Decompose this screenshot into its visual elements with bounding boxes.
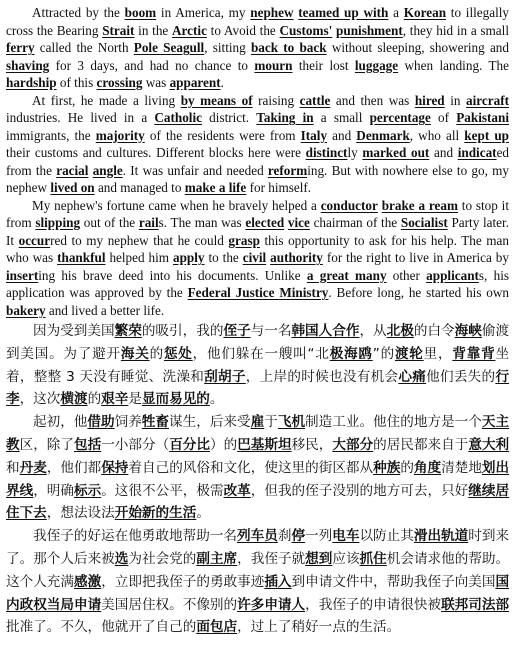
key-term: Italy — [300, 127, 328, 143]
text-run: chairman of the — [309, 215, 401, 230]
english-passage — [6, 4, 509, 319]
text-run: , who all — [409, 127, 465, 143]
text-run: 着自己的风俗和文化，使这里的街区都从 — [128, 459, 374, 476]
text-run: immigrants, the — [6, 127, 96, 143]
key-term: 停 — [291, 528, 306, 545]
key-term: 种族 — [373, 459, 401, 476]
text-run: 应该 — [332, 550, 360, 567]
key-term: 想到 — [305, 550, 333, 567]
key-term: applicant — [426, 267, 479, 283]
text-run: 是 — [128, 391, 142, 408]
text-run: 到申请文件中，帮助我侄子向美国 — [291, 573, 496, 590]
key-term: Strait — [102, 22, 135, 38]
key-term: hardship — [6, 75, 57, 90]
text-run: 时到来了。那个人后来被 — [6, 528, 510, 567]
text-run: raising — [252, 92, 300, 108]
text-run: 我侄子的好运在他勇敢地帮助一名 — [33, 528, 238, 545]
chinese-paragraph-2 — [6, 411, 509, 525]
key-term: 改革 — [223, 482, 251, 499]
text-run: was — [142, 75, 170, 90]
text-run: Attracted by the — [32, 5, 125, 20]
key-term: 电车 — [332, 528, 360, 545]
key-term: 列车员 — [237, 528, 278, 545]
text-run: 坐着，整整 3 天没有睡觉、洗澡和 — [6, 345, 510, 385]
key-term: 艰辛 — [101, 391, 129, 408]
key-term: Korean — [403, 5, 447, 20]
text-run: 。 — [196, 505, 210, 522]
key-term: 百分比 — [169, 436, 210, 453]
text-run: other — [386, 267, 427, 283]
text-run: ，立即把我侄子的勇敢事迹 — [101, 573, 265, 590]
key-term: punishment — [336, 22, 403, 38]
key-term: nephew — [250, 5, 294, 20]
key-term: 许多申请人 — [237, 596, 306, 613]
text-run: to the — [204, 250, 243, 265]
text-run: , sitting — [204, 40, 251, 55]
text-run: ，上岸的时候也没有机会 — [245, 368, 399, 385]
key-term: 横渡 — [60, 391, 88, 408]
key-term: 面包店 — [196, 619, 238, 636]
key-term: brake a ream — [381, 197, 458, 213]
key-term: 抓住 — [359, 550, 387, 567]
key-term: luggage — [354, 57, 399, 73]
key-term: Arctic — [172, 22, 207, 38]
text-run: of the residents were from — [144, 127, 301, 143]
text-run: ）的 — [209, 436, 238, 453]
key-term: Pakistani — [456, 110, 509, 125]
key-term: 北极 — [386, 323, 414, 339]
text-run: , they hid in a small — [402, 22, 509, 38]
key-term: majority — [95, 127, 145, 143]
text-run: industries. He lived in a — [6, 110, 155, 125]
text-run: ”的 — [372, 345, 395, 362]
text-run: 为社会党的 — [128, 550, 197, 567]
key-term: apply — [173, 250, 205, 265]
key-term: 大部分 — [332, 436, 374, 453]
text-run: 。 — [209, 391, 224, 408]
key-term: slipping — [35, 215, 81, 230]
text-run: district. — [202, 110, 257, 125]
text-run: for the right to live in America by — [322, 250, 509, 265]
key-term: Socialist — [400, 215, 448, 230]
english-paragraph-1 — [6, 4, 509, 92]
key-term: crossing — [96, 75, 143, 90]
key-term: angle — [92, 162, 123, 178]
text-run: and managed to — [94, 180, 185, 195]
key-term: 包括 — [74, 436, 102, 453]
text-run: 移民， — [291, 436, 333, 453]
key-term: 划出界线 — [6, 459, 510, 499]
text-run: ing his brave deed into his documents. Unlike — [38, 267, 307, 283]
key-term: 背靠背 — [452, 345, 496, 362]
key-term: lived on — [50, 180, 95, 195]
text-run: 的居民都来自于 — [373, 436, 469, 453]
key-term: back to back — [250, 40, 327, 55]
key-term: insert — [6, 267, 39, 283]
text-run: 的 — [87, 391, 102, 408]
key-term: marked out — [362, 145, 430, 160]
key-term: hired — [414, 92, 445, 108]
text-run: of — [430, 110, 457, 125]
key-term: percentage — [369, 110, 431, 125]
key-term: 天主教 — [6, 414, 510, 453]
chinese-paragraph-1 — [6, 320, 509, 411]
text-run: 清楚地 — [441, 459, 482, 476]
key-term: 意大利 — [468, 436, 510, 453]
key-term: 标示 — [74, 482, 102, 499]
key-term: civil — [242, 250, 267, 265]
key-term: 飞机 — [277, 414, 306, 431]
text-run: a — [388, 5, 404, 20]
key-term: by means of — [180, 92, 253, 108]
key-term: apparent — [169, 75, 221, 90]
key-term: 联邦司法部 — [441, 596, 510, 613]
text-run: ，这次 — [19, 391, 61, 408]
text-run: in the — [134, 22, 173, 38]
key-term: rail — [138, 215, 159, 230]
text-run: and — [327, 127, 357, 143]
text-run: At first, he made a living — [32, 92, 181, 108]
text-run: 偷渡到美国。为了避开 — [6, 323, 510, 362]
text-run: ，但我的侄子没别的地方可去，只好 — [250, 482, 469, 499]
key-term: Federal Justice Ministry — [187, 285, 329, 300]
text-run: their customs and cultures. Different blocks here were — [6, 145, 306, 160]
key-term: cattle — [299, 92, 331, 108]
text-run: . It was unfair and needed — [122, 162, 268, 178]
key-term: boom — [124, 5, 157, 20]
text-run: in — [444, 92, 467, 108]
text-run: ed from the — [6, 145, 510, 178]
key-term: 显而易见的 — [141, 391, 210, 408]
text-run: when landing. The — [398, 57, 509, 73]
text-run: without sleeping, showering and — [326, 40, 509, 55]
text-run: 一列 — [305, 528, 333, 545]
key-term: authority — [270, 250, 323, 265]
text-run: s. The man was — [158, 215, 246, 230]
text-run: ，他们躲在一艘叫“北 — [192, 345, 330, 362]
key-term: 丹麦 — [19, 459, 47, 476]
key-term: 行李 — [6, 368, 510, 408]
text-run: 起初，他 — [33, 414, 88, 431]
key-term: 保持 — [101, 459, 129, 476]
text-run: . — [220, 75, 224, 90]
text-run: 的白令 — [413, 323, 455, 339]
text-run: their lost — [292, 57, 355, 73]
english-paragraph-2 — [6, 92, 509, 197]
key-term: 国内政权当局申请 — [6, 573, 510, 613]
text-run: out of the — [80, 215, 139, 230]
key-term: 雇 — [250, 414, 265, 431]
key-term: 角度 — [413, 459, 442, 476]
text-run: red to my nephew that he could — [50, 232, 229, 248]
key-term: reform — [267, 162, 308, 178]
text-run: 与一名 — [250, 323, 292, 339]
key-term: kept up — [464, 127, 509, 143]
key-term: elected — [245, 215, 285, 230]
text-run: for 3 days, and had no chance to — [49, 57, 255, 73]
key-term: Pole Seagull — [133, 40, 205, 55]
text-run: to illegally cross the Bearing — [6, 5, 510, 38]
text-run: a small — [313, 110, 370, 125]
text-run: Party later. It — [6, 215, 509, 248]
text-run: ，明确 — [33, 482, 74, 499]
text-run: ，我侄子就 — [237, 550, 306, 567]
key-term: Catholic — [154, 110, 202, 125]
key-term: 惩处 — [163, 345, 193, 362]
text-run: s, his application was approved by the — [6, 267, 509, 300]
key-term: 滑出 — [413, 528, 442, 545]
text-run: this opportunity to ask for his help. The man who was — [6, 232, 509, 265]
key-term: 副主席 — [196, 550, 238, 567]
key-term: Denmark — [356, 127, 410, 143]
text-run: ，从 — [359, 323, 387, 339]
text-run: of this — [56, 75, 97, 90]
text-run: 里， — [423, 345, 453, 362]
text-run: in America, my — [156, 5, 251, 20]
text-run: 谋生，后来受 — [169, 414, 251, 431]
key-term: 海峡 — [454, 323, 482, 339]
text-run: 的 — [400, 459, 414, 476]
text-run: ，我侄子的申请很快被 — [305, 596, 442, 613]
text-run: 区，除了 — [19, 436, 74, 453]
text-run: ing. But with nowhere else to go, my nephew — [6, 162, 510, 195]
chinese-paragraph-3 — [6, 525, 509, 639]
text-run: and lived a better life. — [45, 302, 165, 318]
key-term: 继续居住下去 — [6, 482, 510, 522]
chinese-translation — [6, 320, 509, 639]
text-run: ，过上了稍好一点的生活。 — [237, 619, 401, 636]
text-run: called the North — [34, 40, 134, 55]
key-term: conductor — [320, 197, 378, 213]
key-term: make a life — [184, 180, 247, 195]
key-term: 刮胡子 — [204, 368, 246, 385]
text-run: 于 — [264, 414, 278, 431]
text-run: 饲养 — [114, 414, 142, 431]
key-term: 选 — [114, 550, 129, 567]
key-term: 侄子 — [223, 323, 251, 339]
text-run: 和 — [6, 459, 20, 476]
text-run: 刹 — [277, 528, 292, 545]
text-run: and — [429, 145, 458, 160]
text-run: helped him — [105, 250, 173, 265]
key-term: 感激 — [73, 573, 102, 590]
key-term: 海关 — [120, 345, 150, 362]
text-run: to stop it from — [6, 197, 509, 230]
text-run: 批准了。不久，他就开了自己的 — [6, 619, 197, 636]
text-run: 制造工业。他住的地方是一个 — [305, 414, 482, 431]
key-term: a great many — [306, 267, 387, 283]
key-term: 开始新的生活 — [114, 505, 197, 522]
key-term: 巴基斯坦 — [237, 436, 292, 453]
text-run: ，想法设法 — [46, 505, 115, 522]
key-term: 轨道 — [441, 528, 469, 545]
key-term: 渡轮 — [394, 345, 424, 362]
text-run: ly — [347, 145, 363, 160]
text-run: for himself. — [246, 180, 312, 195]
key-term: racial — [56, 162, 89, 178]
text-run: 的吸引，我的 — [141, 323, 224, 339]
key-term: shaving — [6, 57, 50, 73]
key-term: 插入 — [264, 573, 292, 590]
key-term: indicat — [457, 145, 497, 160]
key-term: teamed up with — [298, 5, 389, 20]
key-term: bakery — [6, 302, 46, 318]
text-run: 他们丢失的 — [426, 368, 496, 385]
english-paragraph-3 — [6, 197, 509, 320]
key-term: Customs' — [279, 22, 333, 38]
text-run: to Avoid the — [206, 22, 280, 38]
key-term: 牲畜 — [141, 414, 170, 431]
key-term: 繁荣 — [114, 323, 142, 339]
key-term: 极海鸥 — [329, 345, 373, 362]
text-run: ，他们都 — [46, 459, 102, 476]
text-run: 因为受到美国 — [33, 323, 115, 339]
key-term: Taking in — [256, 110, 314, 125]
key-term: 心痛 — [398, 368, 427, 385]
text-run: 的 — [149, 345, 164, 362]
key-term: thankful — [57, 250, 106, 265]
key-term: grasp — [228, 232, 260, 248]
text-run: My nephew's fortune came when he bravely helped a — [32, 197, 321, 213]
key-term: aircraft — [466, 92, 509, 108]
key-term: 韩国人合作 — [291, 323, 360, 339]
key-term: occur — [18, 232, 51, 248]
text-run: . Before long, he started his own — [328, 285, 510, 300]
text-run: and then was — [330, 92, 415, 108]
key-term: mourn — [254, 57, 293, 73]
key-term: 借助 — [87, 414, 115, 431]
text-run: 美国居住权。不像别的 — [101, 596, 238, 613]
text-run: 以防止其 — [359, 528, 414, 545]
key-term: vice — [287, 215, 310, 230]
text-run: 一小部分（ — [101, 436, 170, 453]
key-term: distinct — [305, 145, 348, 160]
text-run: 机会请求他的帮助。这个人充满 — [6, 550, 510, 590]
key-term: ferry — [6, 40, 35, 55]
text-run: 。这很不公平，极需 — [101, 482, 224, 499]
